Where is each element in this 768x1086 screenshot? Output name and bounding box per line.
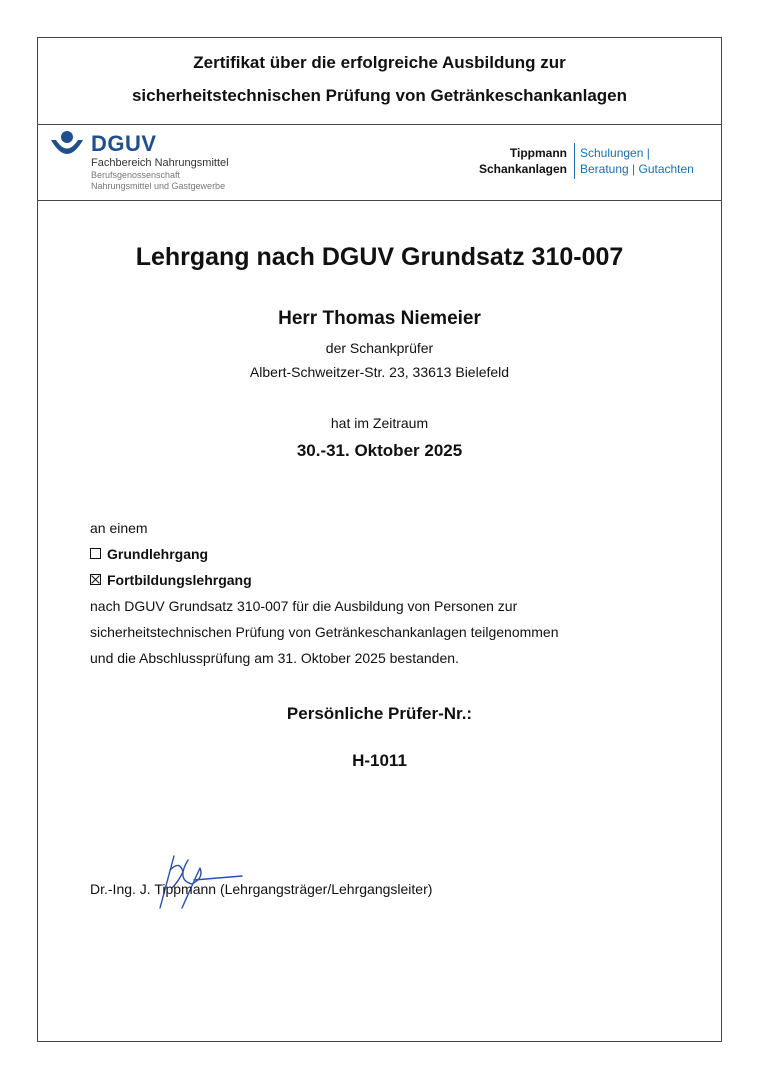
tippmann-logo-services (580, 145, 694, 177)
signatory-line: Dr.-Ing. J. Tippmann (Lehrgangsträger/Lehrgangsleiter) (90, 881, 433, 897)
checkbox-unchecked-icon (90, 548, 101, 559)
option-label: Fortbildungslehrgang (107, 572, 252, 588)
dguv-logo-icon (49, 130, 85, 160)
period-label: hat im Zeitraum (330, 415, 429, 431)
body-text-line3: und die Abschlussprüfung am 31. Oktober 2025 bestanden. (90, 650, 459, 666)
certificate-frame (37, 37, 722, 1042)
tippmann-name-line1: Tippmann (509, 146, 567, 160)
intro-text: an einem (90, 520, 148, 536)
body-text-line2: sicherheitstechnischen Prüfung von Getränkeschankanlagen teilgenommen (90, 624, 559, 640)
examiner-number: H-1011 (352, 751, 407, 770)
tippmann-logo-name (479, 145, 567, 177)
option-grundlehrgang (90, 546, 208, 562)
recipient-role: der Schankprüfer (325, 340, 434, 356)
dguv-subtitle-2: Berufsgenossenschaft (91, 170, 181, 180)
dguv-logo-text: DGUV (91, 131, 157, 156)
course-title: Lehrgang nach DGUV Grundsatz 310-007 (135, 243, 624, 271)
tippmann-name-line2: Schankanlagen (478, 162, 567, 176)
examiner-label: Persönliche Prüfer-Nr.: (286, 704, 473, 723)
dguv-subtitle-3: Nahrungsmittel und Gastgewerbe (91, 181, 226, 191)
recipient-name: Herr Thomas Niemeier (278, 308, 481, 329)
checkbox-checked-icon (90, 574, 101, 585)
title-box (38, 38, 721, 125)
tippmann-divider (574, 143, 575, 179)
logo-row (38, 125, 721, 201)
recipient-address: Albert-Schweitzer-Str. 23, 33613 Bielefeld (249, 364, 510, 380)
date-range: 30.-31. Oktober 2025 (296, 441, 463, 460)
option-fortbildungslehrgang (90, 572, 252, 588)
certificate-title-line2: sicherheitstechnischen Prüfung von Getränkeschankanlagen (131, 86, 628, 105)
certificate-title-line1: Zertifikat über die erfolgreiche Ausbildung zur (193, 53, 566, 72)
tippmann-services-line2: Beratung | Gutachten (580, 162, 694, 176)
option-label: Grundlehrgang (107, 546, 209, 562)
dguv-subtitle: Fachbereich Nahrungsmittel (91, 157, 229, 169)
tippmann-services-line1: Schulungen | (580, 146, 650, 160)
body-text-line1: nach DGUV Grundsatz 310-007 für die Ausbildung von Personen zur (90, 598, 518, 614)
